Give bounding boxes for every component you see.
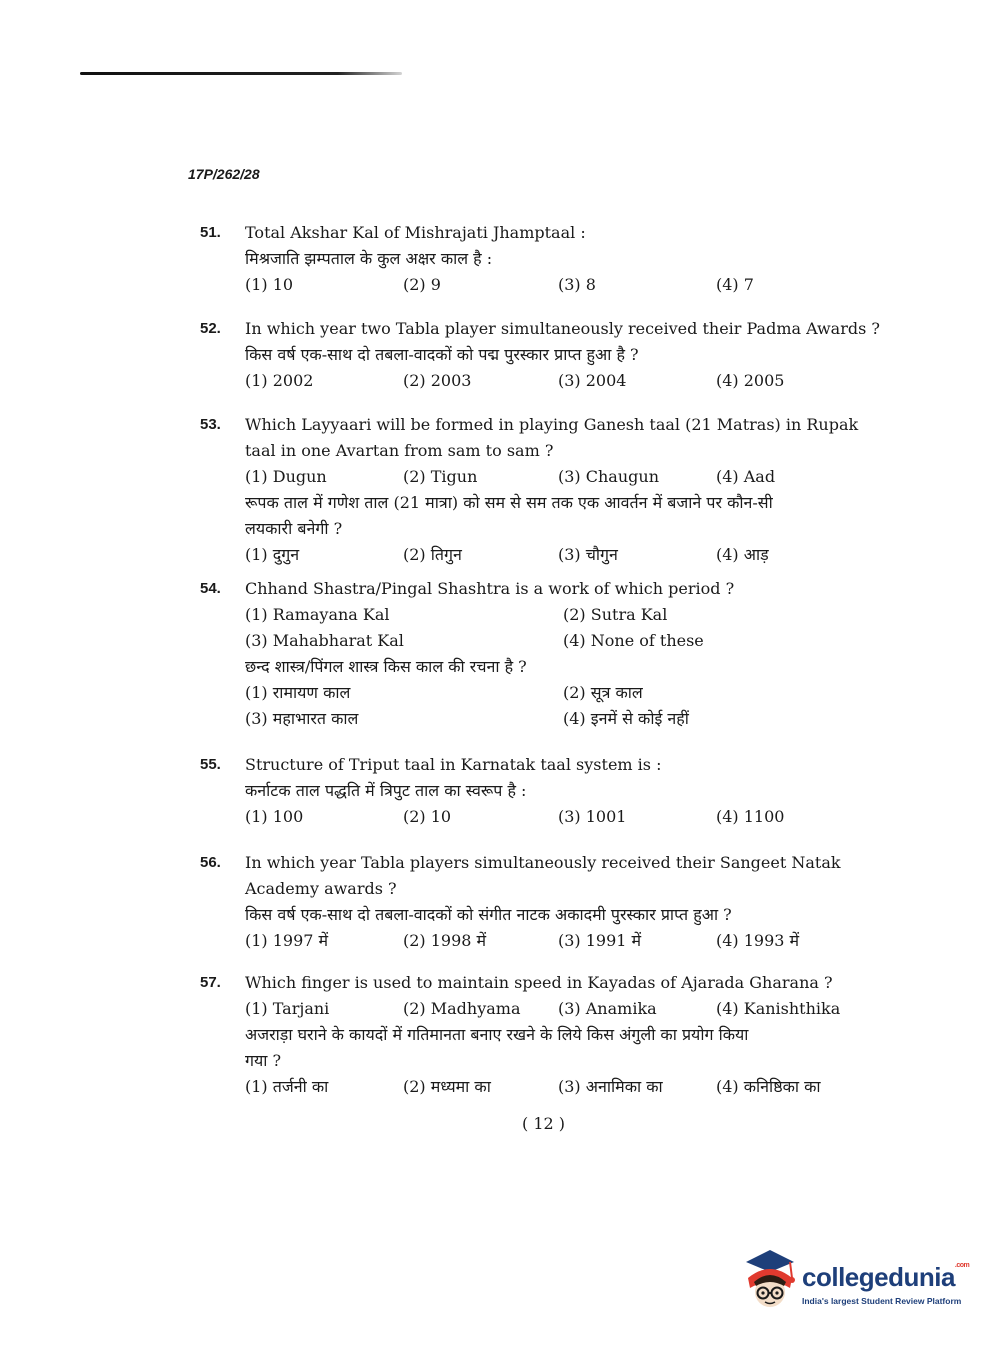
option-1: (1) तर्जनी का <box>245 1077 329 1096</box>
question-text-en: In which year two Tabla player simultaneously received their Padma Awards ? <box>245 319 880 338</box>
options-hi <box>245 928 880 954</box>
question-text-en: Which Layyaari will be formed in playing Ganesh taal (21 Matras) in Rupak <box>245 415 859 434</box>
option-3: (3) Mahabharat Kal <box>245 631 404 650</box>
option-4: (4) 7 <box>716 275 754 294</box>
question-text-hi: कर्नाटक ताल पद्धति में त्रिपुट ताल का स्वरूप है : <box>245 781 527 800</box>
mascot-icon <box>740 1248 800 1312</box>
brand-name <box>802 1262 969 1293</box>
option-1: (1) 100 <box>245 807 304 826</box>
option-1: (1) 2002 <box>245 371 314 390</box>
option-4: (4) None of these <box>563 631 704 650</box>
question-text-en: Structure of Triput taal in Karnatak taal system is : <box>245 755 662 774</box>
paper-code: 17P/262/28 <box>188 166 260 182</box>
question-text-hi: किस वर्ष एक-साथ दो तबला-वादकों को संगीत नाटक अकादमी पुरस्कार प्राप्त हुआ ? <box>245 905 732 924</box>
option-2: (2) मध्यमा का <box>403 1077 491 1096</box>
option-2: (2) Madhyama <box>403 999 521 1018</box>
page-number: ( 12 ) <box>522 1114 566 1133</box>
option-2: (2) 10 <box>403 807 452 826</box>
question-52 <box>200 316 880 394</box>
option-4: (4) कनिष्ठिका का <box>716 1077 821 1096</box>
options-en <box>245 272 880 298</box>
brand-text: collegedunia <box>802 1262 955 1292</box>
brand-tagline: India's largest Student Review Platform <box>802 1296 962 1306</box>
option-2: (2) 9 <box>403 275 441 294</box>
option-2: (2) Sutra Kal <box>563 605 668 624</box>
question-text-en: Which finger is used to maintain speed in Kayadas of Ajarada Gharana ? <box>245 973 833 992</box>
option-2: (2) 1998 में <box>403 931 487 950</box>
option-4: (4) आड़ <box>716 545 769 564</box>
question-56 <box>200 850 880 954</box>
option-3: (3) अनामिका का <box>558 1077 663 1096</box>
question-53 <box>200 412 880 568</box>
question-text-hi: छन्द शास्त्र/पिंगल शास्त्र किस काल की रचना है ? <box>245 657 527 676</box>
option-2: (2) तिगुन <box>403 545 462 564</box>
option-4: (4) Kanishthika <box>716 999 841 1018</box>
options-en-row2 <box>245 628 880 654</box>
option-1: (1) Dugun <box>245 467 327 486</box>
options-hi-row2 <box>245 706 880 732</box>
option-2: (2) सूत्र काल <box>563 683 643 702</box>
option-2: (2) Tigun <box>403 467 478 486</box>
option-4: (4) 2005 <box>716 371 785 390</box>
question-text-hi: मिश्रजाति झम्पताल के कुल अक्षर काल है : <box>245 249 493 268</box>
brand-suffix: .com <box>954 1262 970 1269</box>
options-en-row1 <box>245 602 880 628</box>
options-hi <box>245 542 880 568</box>
question-text-hi: किस वर्ष एक-साथ दो तबला-वादकों को पद्म पुरस्कार प्राप्त हुआ है ? <box>245 345 639 364</box>
question-text-en: taal in one Avartan from sam to sam ? <box>245 441 554 460</box>
question-number: 51. <box>200 224 221 241</box>
option-3: (3) 1991 में <box>558 931 642 950</box>
question-text-en: Academy awards ? <box>245 879 397 898</box>
option-3: (3) महाभारत काल <box>245 709 359 728</box>
question-number: 57. <box>200 974 221 991</box>
top-rule <box>80 72 402 75</box>
question-number: 54. <box>200 580 221 597</box>
question-text-en: In which year Tabla players simultaneously received their Sangeet Natak <box>245 853 841 872</box>
question-number: 56. <box>200 854 221 871</box>
option-4: (4) Aad <box>716 467 776 486</box>
option-4: (4) इनमें से कोई नहीं <box>563 709 689 728</box>
question-57 <box>200 970 880 1100</box>
option-3: (3) चौगुन <box>558 545 618 564</box>
question-54 <box>200 576 880 732</box>
options-en <box>245 464 880 490</box>
options-en <box>245 368 880 394</box>
option-2: (2) 2003 <box>403 371 472 390</box>
question-text-hi: अजराड़ा घराने के कायदों में गतिमानता बनाए रखने के लिये किस अंगुली का प्रयोग किया <box>245 1025 749 1044</box>
option-3: (3) 8 <box>558 275 596 294</box>
option-3: (3) Anamika <box>558 999 657 1018</box>
option-4: (4) 1993 में <box>716 931 800 950</box>
option-1: (1) रामायण काल <box>245 683 351 702</box>
collegedunia-watermark <box>740 1248 970 1312</box>
options-en <box>245 996 880 1022</box>
option-4: (4) 1100 <box>716 807 785 826</box>
option-1: (1) 10 <box>245 275 294 294</box>
question-text-en: Chhand Shastra/Pingal Shashtra is a work of which period ? <box>245 579 735 598</box>
question-text-hi: रूपक ताल में गणेश ताल (21 मात्रा) को सम से सम तक एक आवर्तन में बजाने पर कौन-सी <box>245 493 773 512</box>
option-1: (1) Ramayana Kal <box>245 605 390 624</box>
options-en <box>245 804 880 830</box>
option-1: (1) दुगुन <box>245 545 300 564</box>
option-3: (3) 2004 <box>558 371 627 390</box>
question-number: 55. <box>200 756 221 773</box>
option-3: (3) Chaugun <box>558 467 659 486</box>
options-hi <box>245 1074 880 1100</box>
question-text-hi: गया ? <box>245 1051 282 1070</box>
question-51 <box>200 220 880 298</box>
question-text-en: Total Akshar Kal of Mishrajati Jhamptaal : <box>245 223 586 242</box>
question-55 <box>200 752 880 830</box>
option-1: (1) 1997 में <box>245 931 329 950</box>
question-number: 53. <box>200 416 221 433</box>
option-1: (1) Tarjani <box>245 999 330 1018</box>
question-text-hi: लयकारी बनेगी ? <box>245 519 343 538</box>
options-hi-row1 <box>245 680 880 706</box>
question-number: 52. <box>200 320 221 337</box>
option-3: (3) 1001 <box>558 807 627 826</box>
